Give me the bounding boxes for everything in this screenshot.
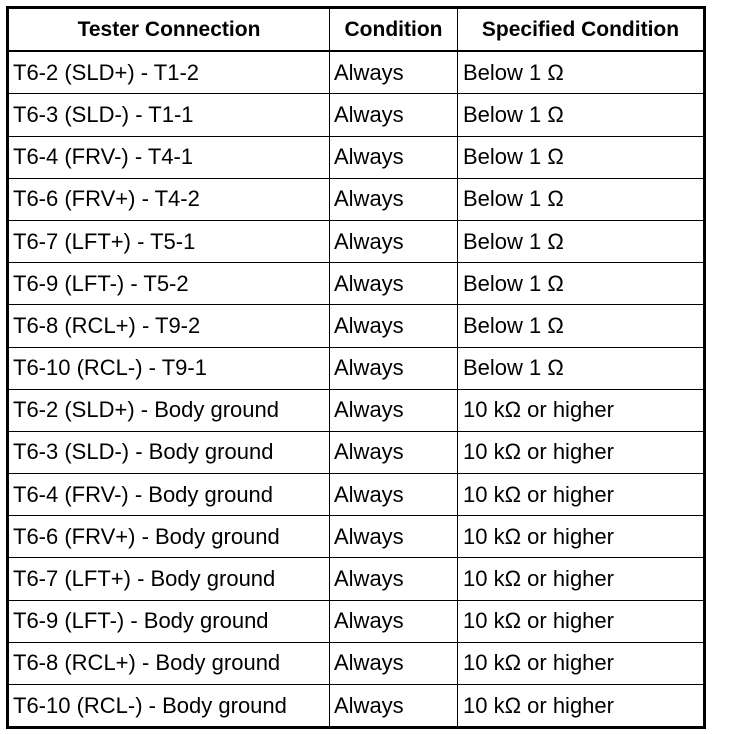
- table-body: [8, 51, 705, 728]
- table-row: [8, 263, 705, 305]
- condition-cell: Always: [330, 685, 458, 728]
- specified-condition-cell: 10 kΩ or higher: [458, 389, 705, 431]
- tester-connection-cell: T6-7 (LFT+) - Body ground: [8, 558, 330, 600]
- condition-cell: Always: [330, 347, 458, 389]
- table-row: [8, 347, 705, 389]
- specified-condition-cell: 10 kΩ or higher: [458, 474, 705, 516]
- specified-condition-cell: Below 1 Ω: [458, 51, 705, 94]
- specified-condition-cell: 10 kΩ or higher: [458, 685, 705, 728]
- specified-condition-cell: Below 1 Ω: [458, 178, 705, 220]
- condition-cell: Always: [330, 431, 458, 473]
- condition-cell: Always: [330, 178, 458, 220]
- tester-connection-cell: T6-9 (LFT-) - T5-2: [8, 263, 330, 305]
- specified-condition-cell: Below 1 Ω: [458, 136, 705, 178]
- condition-cell: Always: [330, 51, 458, 94]
- condition-cell: Always: [330, 263, 458, 305]
- table-row: [8, 51, 705, 94]
- specified-condition-cell: Below 1 Ω: [458, 263, 705, 305]
- table-row: [8, 516, 705, 558]
- tester-connection-cell: T6-4 (FRV-) - T4-1: [8, 136, 330, 178]
- specified-condition-cell: 10 kΩ or higher: [458, 516, 705, 558]
- tester-connection-cell: T6-10 (RCL-) - Body ground: [8, 685, 330, 728]
- header-specified-condition: Specified Condition: [458, 8, 705, 52]
- specified-condition-cell: Below 1 Ω: [458, 94, 705, 136]
- tester-connection-cell: T6-7 (LFT+) - T5-1: [8, 220, 330, 262]
- tester-connection-cell: T6-9 (LFT-) - Body ground: [8, 600, 330, 642]
- header-row: [8, 8, 705, 52]
- table-row: [8, 474, 705, 516]
- tester-connection-cell: T6-4 (FRV-) - Body ground: [8, 474, 330, 516]
- condition-cell: Always: [330, 136, 458, 178]
- condition-cell: Always: [330, 474, 458, 516]
- tester-connection-cell: T6-6 (FRV+) - Body ground: [8, 516, 330, 558]
- table-row: [8, 178, 705, 220]
- tester-connection-cell: T6-3 (SLD-) - Body ground: [8, 431, 330, 473]
- condition-cell: Always: [330, 642, 458, 684]
- condition-cell: Always: [330, 558, 458, 600]
- table-header: [8, 8, 705, 52]
- tester-connection-cell: T6-8 (RCL+) - Body ground: [8, 642, 330, 684]
- header-tester-connection: Tester Connection: [8, 8, 330, 52]
- table-row: [8, 389, 705, 431]
- table-row: [8, 94, 705, 136]
- condition-cell: Always: [330, 389, 458, 431]
- table-row: [8, 600, 705, 642]
- tester-connection-cell: T6-2 (SLD+) - Body ground: [8, 389, 330, 431]
- condition-cell: Always: [330, 305, 458, 347]
- header-condition: Condition: [330, 8, 458, 52]
- specified-condition-cell: Below 1 Ω: [458, 305, 705, 347]
- table-row: [8, 685, 705, 728]
- specified-condition-cell: 10 kΩ or higher: [458, 642, 705, 684]
- condition-cell: Always: [330, 600, 458, 642]
- table-row: [8, 642, 705, 684]
- tester-connection-cell: T6-10 (RCL-) - T9-1: [8, 347, 330, 389]
- specified-condition-cell: Below 1 Ω: [458, 347, 705, 389]
- condition-cell: Always: [330, 94, 458, 136]
- condition-cell: Always: [330, 220, 458, 262]
- specified-condition-cell: 10 kΩ or higher: [458, 600, 705, 642]
- resistance-spec-table: [6, 6, 706, 729]
- tester-connection-cell: T6-2 (SLD+) - T1-2: [8, 51, 330, 94]
- specified-condition-cell: 10 kΩ or higher: [458, 558, 705, 600]
- tester-connection-cell: T6-3 (SLD-) - T1-1: [8, 94, 330, 136]
- condition-cell: Always: [330, 516, 458, 558]
- specified-condition-cell: Below 1 Ω: [458, 220, 705, 262]
- table-row: [8, 136, 705, 178]
- specified-condition-cell: 10 kΩ or higher: [458, 431, 705, 473]
- table-row: [8, 305, 705, 347]
- tester-connection-cell: T6-6 (FRV+) - T4-2: [8, 178, 330, 220]
- tester-connection-cell: T6-8 (RCL+) - T9-2: [8, 305, 330, 347]
- table-row: [8, 431, 705, 473]
- table-row: [8, 220, 705, 262]
- table-row: [8, 558, 705, 600]
